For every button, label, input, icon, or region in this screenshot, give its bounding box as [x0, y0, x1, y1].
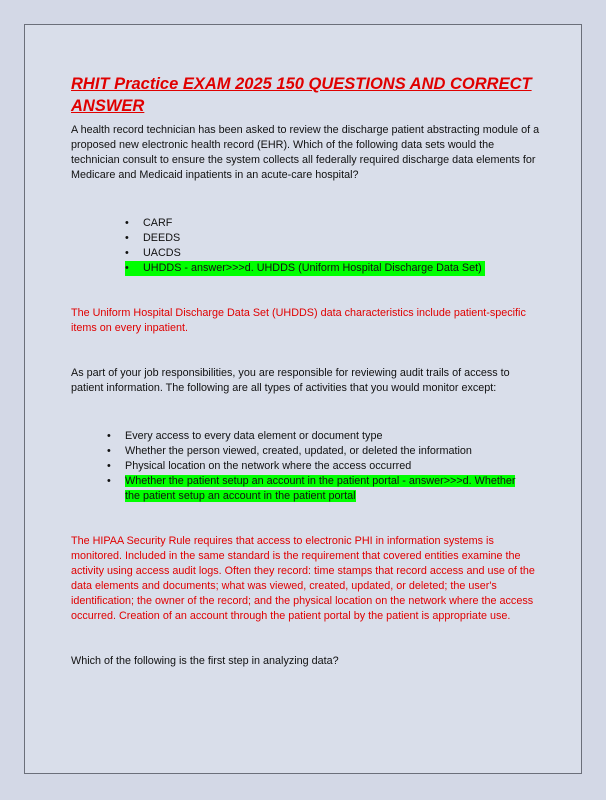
correct-answer-text: UHDDS - answer>>>d. UHDDS (Uniform Hospital Discharge Data Set) — [143, 262, 482, 274]
option-item — [125, 246, 485, 261]
question-1-explanation: The Uniform Hospital Discharge Data Set (UHDDS) data characteristics include patient-specific items on every inpatient. — [71, 307, 526, 334]
question-3-text: Which of the following is the first step in analyzing data? — [71, 655, 339, 667]
option-item — [125, 216, 485, 231]
question-1-text: A health record technician has been asked to review the discharge patient abstracting module of a proposed new electronic health record (EHR). Which of the following data sets would the technician consult to ensure the system collects all federally required discharge data elements for Medicare and Medicaid inpatients in an acute-care hospital? — [71, 124, 540, 181]
option-text: UACDS — [143, 247, 181, 259]
question-1-options — [125, 216, 485, 276]
document-page — [24, 24, 582, 774]
document-title: RHIT Practice EXAM 2025 150 QUESTIONS AND CORRECT ANSWER — [71, 75, 532, 115]
question-2-text: As part of your job responsibilities, you are responsible for reviewing audit trails of access to patient information. The following are all types of activities that you would monitor except: — [71, 367, 510, 394]
document-content — [71, 73, 541, 669]
option-item — [107, 444, 525, 459]
question-2-explanation: The HIPAA Security Rule requires that access to electronic PHI in information systems is monitored. Included in the same standard is the requirement that covered entities examine the activity using access audit logs. Often they record: time stamps that record access and use of the data elements and documents; what was viewed, created, updated, or deleted; the user's identification; the owner of the record; and the physical location on the network where the access occurred. Creation of an account through the patient portal by the patient is appropriate use. — [71, 535, 535, 622]
option-text: Every access to every data element or document type — [125, 430, 383, 442]
correct-answer-item — [125, 261, 485, 276]
option-item — [107, 459, 525, 474]
question-2-options — [107, 429, 525, 504]
correct-answer-text: Whether the patient setup an account in the patient portal - answer>>>d. Whether the patient setup an account in the patient portal — [125, 475, 516, 502]
correct-answer-item — [107, 474, 525, 504]
option-item — [107, 429, 525, 444]
option-text: Physical location on the network where the access occurred — [125, 460, 412, 472]
option-text: Whether the person viewed, created, updated, or deleted the information — [125, 445, 472, 457]
option-text: CARF — [143, 217, 173, 229]
option-item — [125, 231, 485, 246]
option-text: DEEDS — [143, 232, 181, 244]
